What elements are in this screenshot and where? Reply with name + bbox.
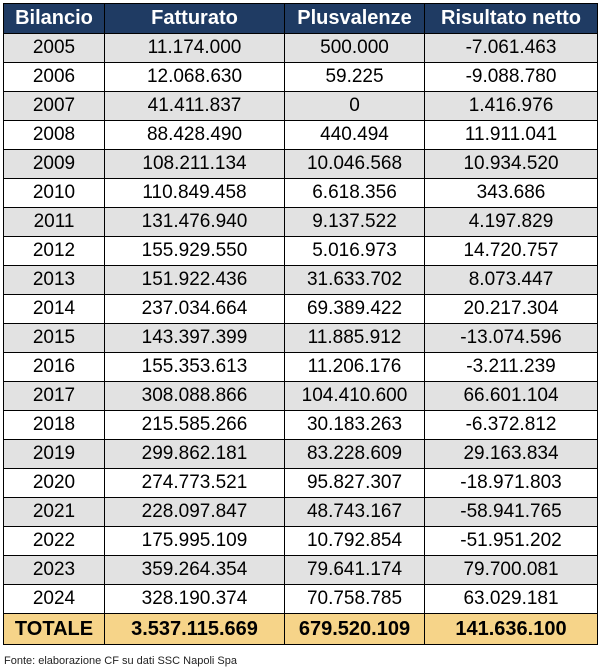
table-row xyxy=(4,353,598,382)
cell-risultato-netto: -58.941.765 xyxy=(425,498,598,527)
cell-fatturato: 359.264.354 xyxy=(105,556,285,585)
cell-plusvalenze: 9.137.522 xyxy=(285,208,425,237)
cell-risultato-netto: 8.073.447 xyxy=(425,266,598,295)
cell-fatturato: 151.922.436 xyxy=(105,266,285,295)
cell-fatturato: 237.034.664 xyxy=(105,295,285,324)
table-row xyxy=(4,63,598,92)
cell-plusvalenze: 30.183.263 xyxy=(285,411,425,440)
cell-year: 2018 xyxy=(4,411,105,440)
cell-fatturato: 11.174.000 xyxy=(105,34,285,63)
cell-fatturato: 41.411.837 xyxy=(105,92,285,121)
table-row xyxy=(4,411,598,440)
cell-year: 2020 xyxy=(4,469,105,498)
cell-plusvalenze: 11.885.912 xyxy=(285,324,425,353)
cell-year: 2019 xyxy=(4,440,105,469)
cell-risultato-netto: 4.197.829 xyxy=(425,208,598,237)
cell-year: 2016 xyxy=(4,353,105,382)
cell-risultato-netto: -9.088.780 xyxy=(425,63,598,92)
cell-risultato-netto: -18.971.803 xyxy=(425,469,598,498)
table-header xyxy=(4,4,598,34)
cell-fatturato: 108.211.134 xyxy=(105,150,285,179)
table-row xyxy=(4,498,598,527)
source-note: Fonte: elaborazione CF su dati SSC Napoli Spa xyxy=(4,655,237,667)
header-bilancio: Bilancio xyxy=(4,4,105,34)
cell-fatturato: 88.428.490 xyxy=(105,121,285,150)
cell-plusvalenze: 79.641.174 xyxy=(285,556,425,585)
cell-risultato-netto: -7.061.463 xyxy=(425,34,598,63)
table-row xyxy=(4,92,598,121)
cell-fatturato: 175.995.109 xyxy=(105,527,285,556)
header-row xyxy=(4,4,598,34)
cell-plusvalenze: 5.016.973 xyxy=(285,237,425,266)
cell-fatturato: 299.862.181 xyxy=(105,440,285,469)
financial-table xyxy=(3,3,598,645)
header-risultato-netto: Risultato netto xyxy=(425,4,598,34)
cell-risultato-netto: 1.416.976 xyxy=(425,92,598,121)
cell-risultato-netto: -13.074.596 xyxy=(425,324,598,353)
table-footer xyxy=(4,614,598,645)
cell-risultato-netto: -51.951.202 xyxy=(425,527,598,556)
cell-year: 2011 xyxy=(4,208,105,237)
table-row xyxy=(4,179,598,208)
table-row xyxy=(4,237,598,266)
cell-plusvalenze: 69.389.422 xyxy=(285,295,425,324)
cell-plusvalenze: 59.225 xyxy=(285,63,425,92)
cell-risultato-netto: 20.217.304 xyxy=(425,295,598,324)
table-row xyxy=(4,295,598,324)
cell-year: 2006 xyxy=(4,63,105,92)
cell-year: 2022 xyxy=(4,527,105,556)
table-row xyxy=(4,266,598,295)
cell-risultato-netto: 66.601.104 xyxy=(425,382,598,411)
table-container xyxy=(3,3,597,645)
cell-fatturato: 215.585.266 xyxy=(105,411,285,440)
table-row xyxy=(4,208,598,237)
cell-year: 2021 xyxy=(4,498,105,527)
table-row xyxy=(4,469,598,498)
cell-plusvalenze: 10.046.568 xyxy=(285,150,425,179)
total-fatturato: 3.537.115.669 xyxy=(105,614,285,645)
cell-risultato-netto: 14.720.757 xyxy=(425,237,598,266)
cell-year: 2010 xyxy=(4,179,105,208)
cell-plusvalenze: 0 xyxy=(285,92,425,121)
total-row xyxy=(4,614,598,645)
cell-year: 2008 xyxy=(4,121,105,150)
cell-risultato-netto: 63.029.181 xyxy=(425,585,598,614)
table-row xyxy=(4,585,598,614)
table-row xyxy=(4,440,598,469)
cell-year: 2009 xyxy=(4,150,105,179)
cell-fatturato: 131.476.940 xyxy=(105,208,285,237)
cell-risultato-netto: -3.211.239 xyxy=(425,353,598,382)
cell-fatturato: 155.929.550 xyxy=(105,237,285,266)
total-plusvalenze: 679.520.109 xyxy=(285,614,425,645)
cell-plusvalenze: 11.206.176 xyxy=(285,353,425,382)
cell-year: 2012 xyxy=(4,237,105,266)
table-row xyxy=(4,556,598,585)
cell-fatturato: 12.068.630 xyxy=(105,63,285,92)
header-fatturato: Fatturato xyxy=(105,4,285,34)
cell-plusvalenze: 95.827.307 xyxy=(285,469,425,498)
cell-fatturato: 308.088.866 xyxy=(105,382,285,411)
cell-year: 2013 xyxy=(4,266,105,295)
table-row xyxy=(4,324,598,353)
table-row xyxy=(4,34,598,63)
cell-plusvalenze: 10.792.854 xyxy=(285,527,425,556)
cell-year: 2007 xyxy=(4,92,105,121)
cell-year: 2015 xyxy=(4,324,105,353)
header-plusvalenze: Plusvalenze xyxy=(285,4,425,34)
cell-year: 2023 xyxy=(4,556,105,585)
table-row xyxy=(4,527,598,556)
table-body xyxy=(4,34,598,614)
cell-plusvalenze: 83.228.609 xyxy=(285,440,425,469)
cell-risultato-netto: 79.700.081 xyxy=(425,556,598,585)
cell-fatturato: 328.190.374 xyxy=(105,585,285,614)
cell-risultato-netto: 29.163.834 xyxy=(425,440,598,469)
total-risultato-netto: 141.636.100 xyxy=(425,614,598,645)
cell-plusvalenze: 440.494 xyxy=(285,121,425,150)
cell-risultato-netto: 11.911.041 xyxy=(425,121,598,150)
table-row xyxy=(4,150,598,179)
cell-plusvalenze: 104.410.600 xyxy=(285,382,425,411)
cell-fatturato: 274.773.521 xyxy=(105,469,285,498)
cell-plusvalenze: 48.743.167 xyxy=(285,498,425,527)
cell-risultato-netto: 343.686 xyxy=(425,179,598,208)
cell-year: 2005 xyxy=(4,34,105,63)
cell-year: 2024 xyxy=(4,585,105,614)
cell-fatturato: 228.097.847 xyxy=(105,498,285,527)
total-label: TOTALE xyxy=(4,614,105,645)
cell-plusvalenze: 31.633.702 xyxy=(285,266,425,295)
cell-year: 2017 xyxy=(4,382,105,411)
cell-year: 2014 xyxy=(4,295,105,324)
table-row xyxy=(4,382,598,411)
cell-plusvalenze: 6.618.356 xyxy=(285,179,425,208)
cell-plusvalenze: 500.000 xyxy=(285,34,425,63)
cell-fatturato: 110.849.458 xyxy=(105,179,285,208)
cell-risultato-netto: 10.934.520 xyxy=(425,150,598,179)
cell-fatturato: 155.353.613 xyxy=(105,353,285,382)
cell-plusvalenze: 70.758.785 xyxy=(285,585,425,614)
cell-risultato-netto: -6.372.812 xyxy=(425,411,598,440)
cell-fatturato: 143.397.399 xyxy=(105,324,285,353)
table-row xyxy=(4,121,598,150)
